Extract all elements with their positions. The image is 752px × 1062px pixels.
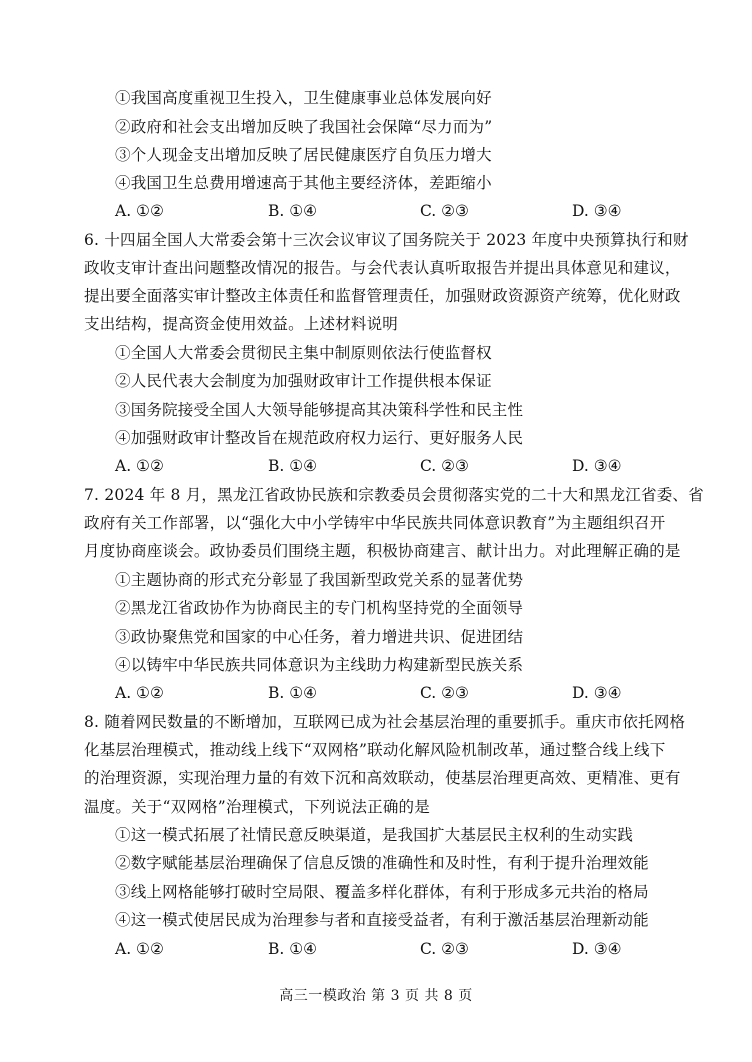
q8-stem-line-4: 温度。关于“双网格”治理模式，下列说法正确的是 (84, 798, 430, 816)
q7-statement-2: ②黑龙江省政协作为协商民主的专门机构坚持党的全面领导 (115, 599, 524, 617)
q5-option-c: C. ②③ (420, 202, 469, 220)
q7-statement-3: ③政协聚焦党和国家的中心任务，着力增进共识、促进团结 (115, 628, 524, 646)
q8-statement-1: ①这一模式拓展了社情民意反映渠道，是我国扩大基层民主权利的生动实践 (115, 826, 634, 844)
q5-statement-3: ③个人现金支出增加反映了居民健康医疗自负压力增大 (115, 146, 492, 164)
q8-statement-2: ②数字赋能基层治理确保了信息反馈的准确性和及时性，有利于提升治理效能 (115, 854, 649, 872)
q7-option-c: C. ②③ (420, 684, 469, 702)
q6-option-d: D. ③④ (572, 457, 622, 475)
q8-option-b: B. ①④ (268, 940, 318, 958)
q6-statement-2: ②人民代表大会制度为加强财政审计工作提供根本保证 (115, 372, 492, 390)
q7-option-a: A. ①② (115, 684, 164, 702)
q5-statement-1: ①我国高度重视卫生投入，卫生健康事业总体发展向好 (115, 89, 492, 107)
q5-option-b: B. ①④ (268, 202, 318, 220)
q5-option-d: D. ③④ (572, 202, 622, 220)
q6-options (0, 456, 752, 476)
q6-stem-line-2: 政收支审计查出问题整改情况的报告。与会代表认真听取报告并提出具体意见和建议， (84, 259, 681, 277)
q8-options (0, 939, 752, 959)
q6-stem-line-3: 提出要全面落实审计整改主体责任和监督管理责任，加强财政资源资产统筹，优化财政 (84, 287, 681, 305)
q6-option-c: C. ②③ (420, 457, 469, 475)
q6-statement-1: ①全国人大常委会贯彻民主集中制原则依法行使监督权 (115, 344, 492, 362)
page-footer: 高三一模政治 第 3 页 共 8 页 (279, 988, 473, 1004)
q5-options (0, 201, 752, 221)
q8-stem-line-1: 8. 随着网民数量的不断增加，互联网已成为社会基层治理的重要抓手。重庆市依托网格 (84, 713, 686, 731)
q8-stem-line-2: 化基层治理模式，推动线上线下“双网格”联动化解风险机制改革，通过整合线上线下 (84, 741, 666, 759)
q5-statement-2: ②政府和社会支出增加反映了我国社会保障“尽力而为” (115, 118, 493, 136)
q7-stem-line-2: 政府有关工作部署，以“强化大中小学铸牢中华民族共同体意识教育”为主题组织召开 (84, 514, 666, 532)
q8-stem-line-3: 的治理资源，实现治理力量的有效下沉和高效联动，使基层治理更高效、更精准、更有 (84, 769, 681, 787)
q7-option-b: B. ①④ (268, 684, 318, 702)
q6-statement-4: ④加强财政审计整改旨在规范政府权力运行、更好服务人民 (115, 429, 524, 447)
q6-stem-line-4: 支出结构，提高资金使用效益。上述材料说明 (84, 315, 399, 333)
q7-options (0, 683, 752, 703)
q7-statement-4: ④以铸牢中华民族共同体意识为主线助力构建新型民族关系 (115, 656, 524, 674)
q6-stem-line-1: 6. 十四届全国人大常委会第十三次会议审议了国务院关于 2023 年度中央预算执行和财 (84, 231, 689, 249)
q7-statement-1: ①主题协商的形式充分彰显了我国新型政党关系的显著优势 (115, 571, 524, 589)
q5-option-a: A. ①② (115, 202, 164, 220)
q7-stem-line-3: 月度协商座谈会。政协委员们围绕主题，积极协商建言、献计出力。对此理解正确的是 (84, 542, 681, 560)
q5-statement-4: ④我国卫生总费用增速高于其他主要经济体，差距缩小 (115, 174, 492, 192)
q8-option-d: D. ③④ (572, 940, 622, 958)
q8-option-c: C. ②③ (420, 940, 469, 958)
q6-option-b: B. ①④ (268, 457, 318, 475)
q6-option-a: A. ①② (115, 457, 164, 475)
q8-statement-4: ④这一模式使居民成为治理参与者和直接受益者，有利于激活基层治理新动能 (115, 911, 649, 929)
q8-option-a: A. ①② (115, 940, 164, 958)
q7-option-d: D. ③④ (572, 684, 622, 702)
q6-statement-3: ③国务院接受全国人大领导能够提高其决策科学性和民主性 (115, 401, 524, 419)
q7-stem-line-1: 7. 2024 年 8 月，黑龙江省政协民族和宗教委员会贯彻落实党的二十大和黑龙江省委、省 (84, 486, 704, 504)
q8-statement-3: ③线上网格能够打破时空局限、覆盖多样化群体，有利于形成多元共治的格局 (115, 883, 649, 901)
